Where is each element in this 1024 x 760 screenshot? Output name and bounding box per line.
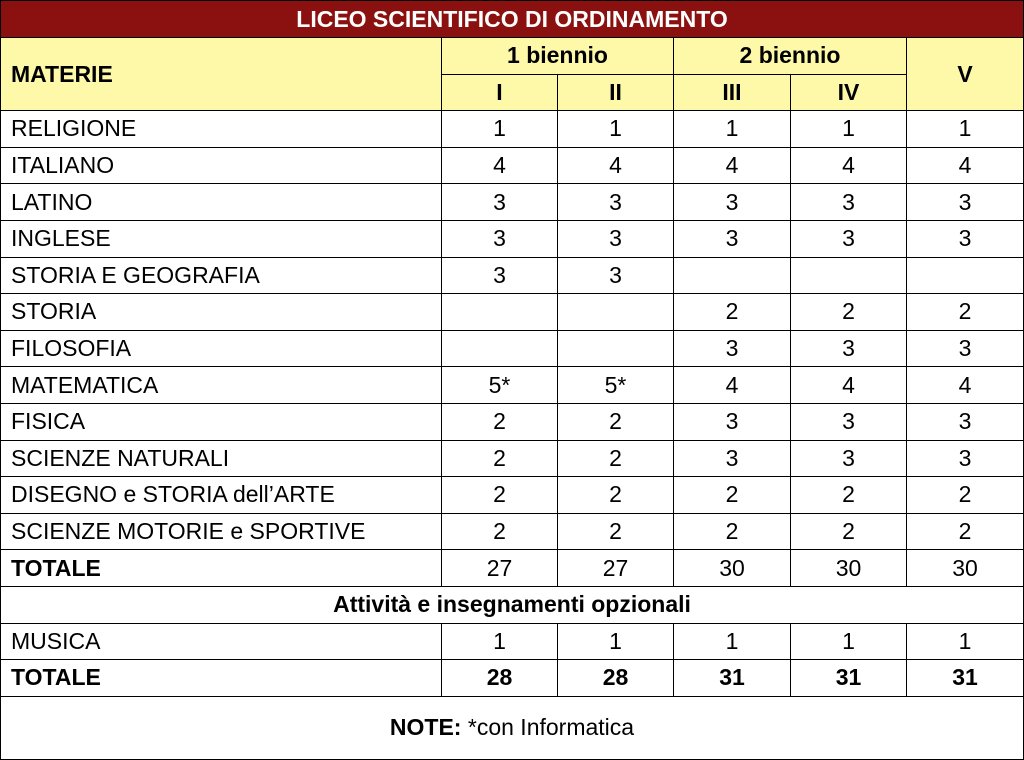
header-year-i: I [442,74,558,111]
hours-cell [907,257,1024,294]
hours-cell: 3 [674,184,791,221]
table-row [1,513,1024,550]
table-row [1,147,1024,184]
hours-cell: 5* [558,367,674,404]
total-cell: 27 [558,550,674,587]
hours-cell: 2 [558,440,674,477]
note-cell [1,696,1024,759]
subject-cell: LATINO [1,184,442,221]
hours-cell: 2 [791,477,907,514]
total-cell: 30 [907,550,1024,587]
hours-cell: 1 [558,623,674,660]
note-row [1,696,1024,759]
total-row [1,660,1024,697]
subject-cell: SCIENZE MOTORIE e SPORTIVE [1,513,442,550]
header-year-ii: II [558,74,674,111]
table-row [1,330,1024,367]
hours-cell: 3 [791,440,907,477]
total-cell: 30 [674,550,791,587]
hours-cell: 4 [907,147,1024,184]
hours-cell: 3 [791,330,907,367]
hours-cell: 3 [907,440,1024,477]
hours-cell: 4 [674,147,791,184]
subject-cell: DISEGNO e STORIA dell’ARTE [1,477,442,514]
hours-cell: 1 [442,623,558,660]
hours-cell: 3 [674,403,791,440]
hours-cell: 1 [442,111,558,148]
hours-cell: 2 [907,477,1024,514]
subject-cell: STORIA [1,294,442,331]
hours-cell [674,257,791,294]
hours-cell: 3 [442,220,558,257]
hours-cell: 1 [558,111,674,148]
hours-cell: 3 [442,184,558,221]
hours-cell: 3 [558,220,674,257]
hours-cell: 4 [907,367,1024,404]
subject-cell: INGLESE [1,220,442,257]
hours-cell [442,330,558,367]
hours-cell: 2 [791,513,907,550]
hours-cell: 1 [907,111,1024,148]
header-group-1-biennio: 1 biennio [442,38,674,75]
table-title: LICEO SCIENTIFICO DI ORDINAMENTO [1,1,1024,38]
hours-cell: 2 [558,403,674,440]
total-cell: 31 [907,660,1024,697]
hours-cell: 2 [674,513,791,550]
note-text: *con Informatica [461,714,635,741]
hours-cell [558,294,674,331]
hours-cell [558,330,674,367]
hours-cell: 3 [558,184,674,221]
total-label: TOTALE [1,660,442,697]
hours-cell: 3 [907,220,1024,257]
hours-cell: 2 [907,513,1024,550]
hours-cell: 2 [442,440,558,477]
hours-cell: 1 [791,111,907,148]
total-row [1,550,1024,587]
hours-cell: 2 [442,477,558,514]
hours-cell: 5* [442,367,558,404]
total-cell: 28 [442,660,558,697]
hours-cell: 3 [674,330,791,367]
total-cell: 31 [791,660,907,697]
hours-cell: 2 [791,294,907,331]
hours-cell: 2 [558,513,674,550]
hours-cell: 2 [442,513,558,550]
hours-cell [442,294,558,331]
hours-cell: 2 [674,477,791,514]
hours-cell: 3 [791,184,907,221]
subject-cell: STORIA E GEOGRAFIA [1,257,442,294]
total-cell: 28 [558,660,674,697]
subject-cell: RELIGIONE [1,111,442,148]
hours-cell: 2 [558,477,674,514]
hours-cell: 3 [674,440,791,477]
table-row [1,184,1024,221]
hours-cell: 4 [442,147,558,184]
table-row [1,477,1024,514]
hours-cell: 4 [558,147,674,184]
table-row [1,220,1024,257]
total-label: TOTALE [1,550,442,587]
table-row [1,623,1024,660]
header-group-2-biennio: 2 biennio [674,38,907,75]
header-year-iv: IV [791,74,907,111]
subject-cell: SCIENZE NATURALI [1,440,442,477]
hours-cell: 2 [907,294,1024,331]
hours-cell: 3 [791,220,907,257]
total-cell: 27 [442,550,558,587]
hours-cell: 3 [907,330,1024,367]
hours-cell [791,257,907,294]
hours-cell: 2 [674,294,791,331]
optional-section-row [1,586,1024,623]
hours-cell: 1 [907,623,1024,660]
optional-section-heading: Attività e insegnamenti opzionali [1,586,1024,623]
table-row [1,367,1024,404]
hours-cell: 1 [674,111,791,148]
table-row [1,111,1024,148]
note-label: NOTE: [389,714,462,741]
hours-cell: 3 [907,403,1024,440]
hours-cell: 3 [674,220,791,257]
table-row [1,440,1024,477]
table-row [1,294,1024,331]
hours-cell: 1 [791,623,907,660]
hours-cell: 3 [558,257,674,294]
total-cell: 31 [674,660,791,697]
subject-cell: FISICA [1,403,442,440]
subject-cell: ITALIANO [1,147,442,184]
hours-cell: 3 [442,257,558,294]
hours-cell: 3 [907,184,1024,221]
hours-cell: 2 [442,403,558,440]
header-year-v: V [907,38,1024,111]
hours-cell: 3 [791,403,907,440]
total-cell: 30 [791,550,907,587]
header-year-iii: III [674,74,791,111]
subject-cell: MATEMATICA [1,367,442,404]
subject-cell: MUSICA [1,623,442,660]
table-row [1,403,1024,440]
subject-cell: FILOSOFIA [1,330,442,367]
header-materie: MATERIE [1,38,442,111]
hours-cell: 4 [674,367,791,404]
table-row [1,257,1024,294]
hours-cell: 1 [674,623,791,660]
hours-cell: 4 [791,147,907,184]
hours-cell: 4 [791,367,907,404]
